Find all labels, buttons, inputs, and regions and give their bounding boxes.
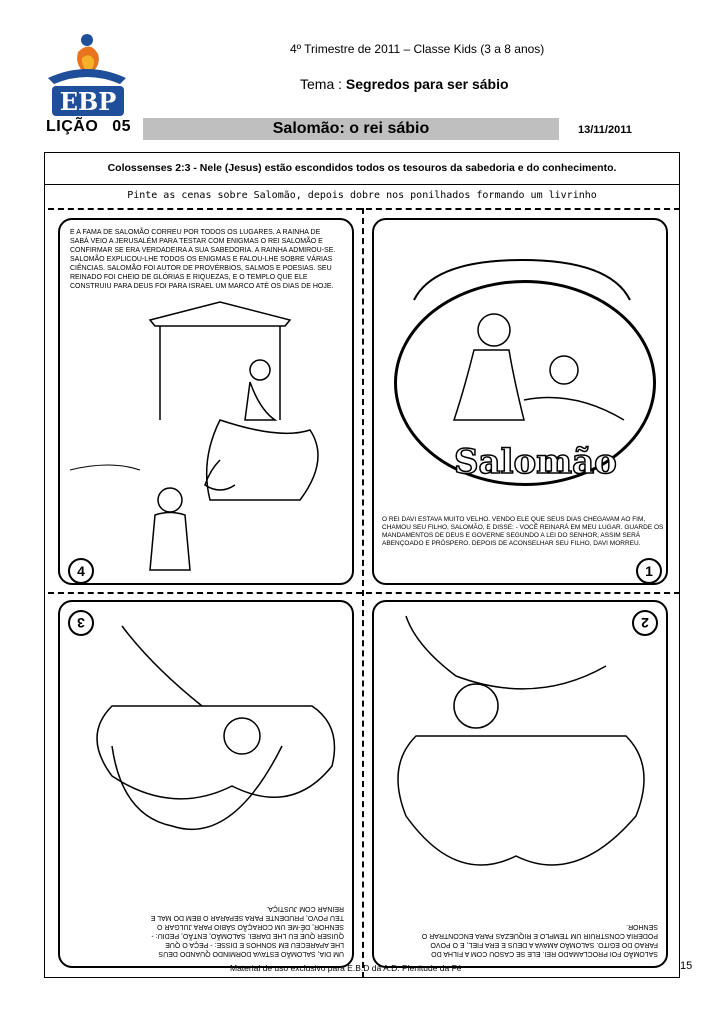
page-number: 15 <box>680 960 693 972</box>
panel-4-queen-of-sheba <box>58 218 354 585</box>
panel-4-text: E A FAMA DE SALOMÃO CORREU POR TODOS OS LUGARES. A RAINHA DE SABÁ VEIO A JERUSALÉM PARA TESTAR COM ENIGMAS O REI SALOMÃO E CONFIRMAR SE ERA VERDADEIRA A SUA SABEDORIA. A RAINHA ADMIROU-SE. SALOMÃO EXPLICOU-LHE TODOS OS ENIGMAS E FALOU-LHE SOBRE VÁRIAS CIÊNCIAS. SALOMÃO FOI AUTOR DE PROVÉRBIOS, SALMOS E POESIAS. SEU REINADO FOI CHEIO DE GLÓRIAS E RIQUEZAS, E O TEMPLO QUE ELE CONSTRUIU PARA DEUS FOI PARA ISRAEL UM MARCO ATÉ OS DIAS DE HOJE. <box>70 229 336 290</box>
verse-divider <box>44 184 680 185</box>
lesson-label-text: LIÇÃO <box>46 118 99 135</box>
panel-3-text: UM DIA, SALOMÃO ESTAVA DORMINDO QUANDO DEUS LHE APARECEU EM SONHOS E DISSE: - PEÇA O QUE QUISER QUE EU LHE DAREI. SALOMÃO, ENTÃO, PEDIU: - SENHOR, DÊ-ME UM CORAÇÃO SÁBIO PARA JULGAR O TEU POVO, PRUDENTE PARA SEPARAR O BEM DO MAL E REINAR COM JUSTIÇA. <box>150 905 344 957</box>
lesson-label <box>46 118 131 136</box>
panel-1-david-solomon <box>372 218 668 585</box>
queen-camel-illustration <box>60 220 354 585</box>
lesson-title: Salomão: o rei sábio <box>272 120 430 137</box>
panel-2-text: SALOMÃO FOI PROCLAMADO REI. ELE SE CASOU COM A FILHA DO FARAÓ DO EGITO. SALOMÃO AMAVA A DEUS E ERA FIEL, E O POVO PODERIA CONSTRUIR UM TEMPLO E RIQUEZAS PARA ENCONTRAR O SENHOR. <box>421 923 658 957</box>
panel-4-number: 4 <box>68 558 94 584</box>
panel-3-solomon-dream <box>58 600 354 968</box>
king-illustration <box>374 602 666 966</box>
panel-3-number: 3 <box>68 610 94 636</box>
panel-2-number: 2 <box>632 610 658 636</box>
tema-line <box>300 76 509 92</box>
logo-text: EBP <box>59 87 117 116</box>
tema-value: Segredos para ser sábio <box>345 76 509 92</box>
lesson-number: 05 <box>112 118 132 135</box>
panel-1-number: 1 <box>636 558 662 584</box>
footer-note: Material de uso exclusivo para E.B.D da A.D. Plenitude da Fé <box>230 963 462 973</box>
tema-label: Tema : <box>300 76 346 92</box>
fold-line-middle <box>48 592 680 594</box>
panel-2-solomon-king <box>372 600 668 968</box>
trimestre-line: 4º Trimestre de 2011 – Classe Kids (3 a 8 anos) <box>290 42 545 56</box>
lesson-date: 13/11/2011 <box>578 124 632 136</box>
dream-illustration <box>60 602 352 966</box>
fold-line-top <box>48 208 680 210</box>
salomao-banner: Salomão <box>454 442 617 482</box>
memory-verse: Colossenses 2:3 - Nele (Jesus) estão escondidos todos os tesouros da sabedoria e do conhecimento. <box>107 162 617 174</box>
fold-line-vertical <box>362 208 364 978</box>
instruction-text: Pinte as cenas sobre Salomão, depois dobre nos ponilhados formando um livrinho <box>127 190 597 201</box>
ebp-logo <box>40 30 135 120</box>
panel-1-text: O REI DAVI ESTAVA MUITO VELHO. VENDO ELE QUE SEUS DIAS CHEGAVAM AO FIM, CHAMOU SEU FILHO, SALOMÃO, E DISSE: - VOCÊ REINARÁ EM MEU LUGAR. GUARDE OS MANDAMENTOS DE DEUS E GOVERNE SEGUNDO A LEI DO SENHOR, ASSIM SERÁ ABENÇOADO E PRÓSPERO. DEPOIS DE ACONSELHAR SEU FILHO, DAVI MORREU. <box>382 516 664 547</box>
